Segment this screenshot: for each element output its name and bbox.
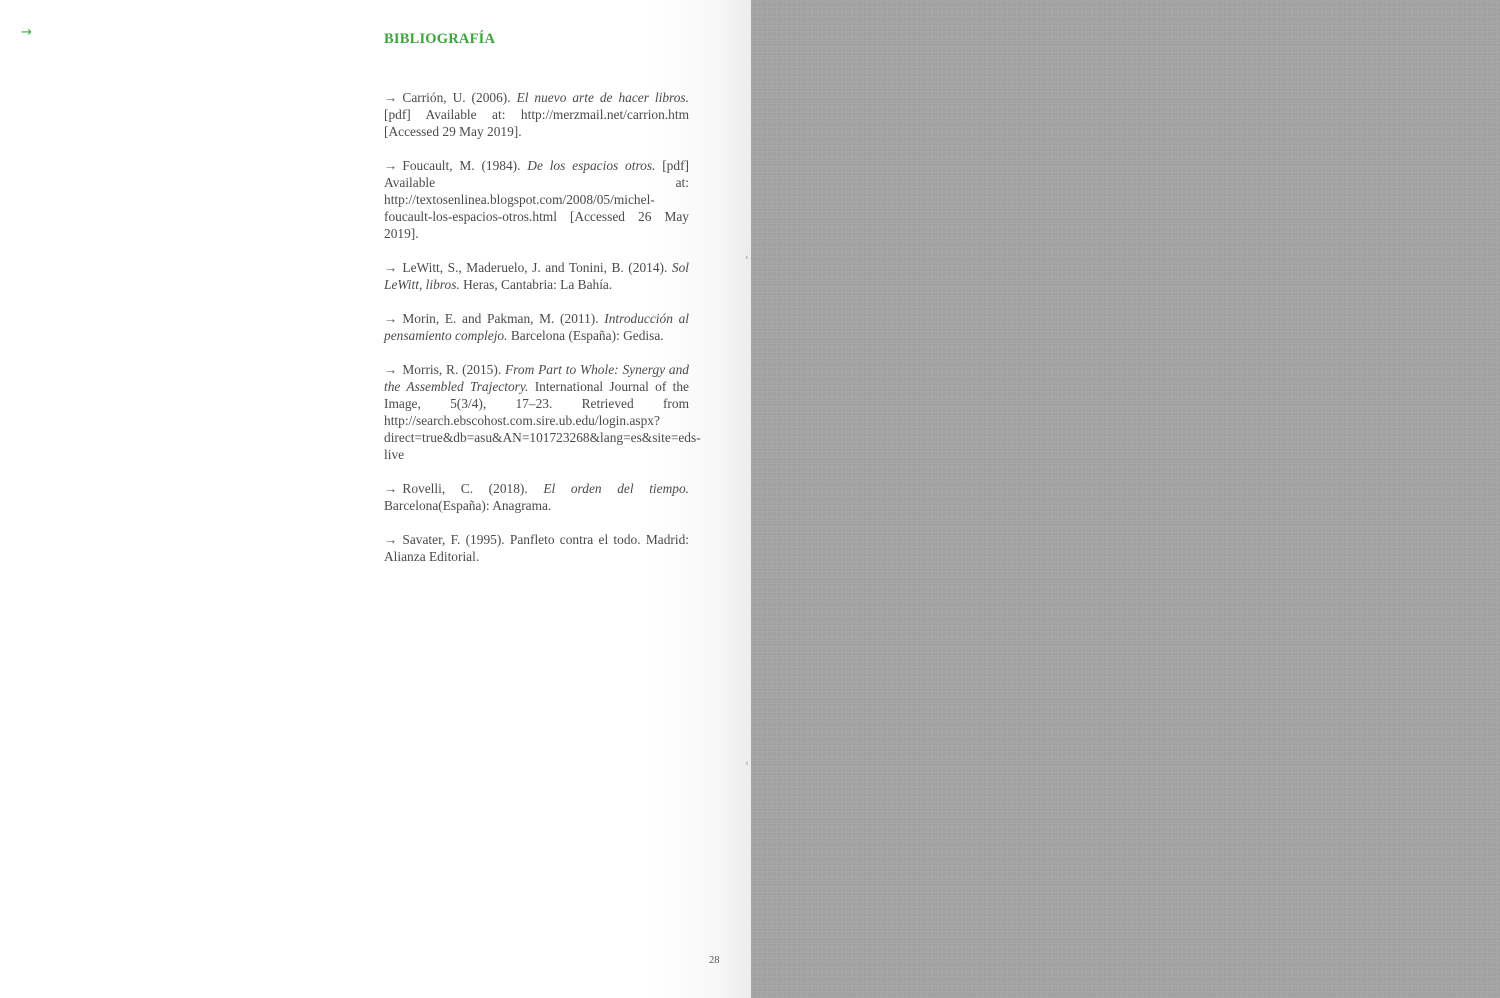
reference-details: [pdf] Available at: http://textosenlinea.blogspot.com/2008/05/michel-foucault-los-espacios-otros.html [Accessed 26 May 2019]. (384, 158, 689, 241)
gutter-notch-icon: ‹ (745, 759, 749, 769)
reference-details: Barcelona (España): Gedisa. (507, 328, 664, 343)
reference-details: Heras, Cantabria: La Bahía. (459, 277, 613, 292)
reference-authors: Rovelli, C. (2018). (402, 481, 544, 496)
reference-item (384, 310, 689, 344)
reference-details: [pdf] Available at: http://merzmail.net/carrion.htm [Accessed 29 May 2019]. (384, 107, 689, 139)
reference-item (384, 259, 689, 293)
reference-authors: Carrión, U. (2006). (402, 90, 517, 105)
gutter-notch-icon: ‹ (745, 253, 749, 263)
arrow-bullet-icon: → (384, 90, 398, 105)
reference-title: De los espacios otros. (527, 158, 656, 173)
reference-authors: Foucault, M. (1984). (402, 158, 528, 173)
reference-authors: Morris, R. (2015). (402, 362, 505, 377)
reference-title: Sol LeWitt, libros. (384, 260, 689, 292)
arrow-bullet-icon: → (384, 362, 398, 377)
reference-authors: Savater, F. (1995). Panfleto contra el todo. Madrid: Alianza Editorial. (384, 532, 689, 564)
reference-details: International Journal of the Image, 5(3/4), 17–23. Retrieved from http://search.ebscohost.com.sire.ub.edu/login.aspx?direct=true&db=asu&AN=101723268&lang=es&site=eds-live (384, 379, 701, 462)
arrow-right-icon[interactable]: → (21, 25, 32, 40)
reference-authors: Morin, E. and Pakman, M. (2011). (402, 311, 605, 326)
arrow-bullet-icon: → (384, 311, 398, 326)
reference-authors: LeWitt, S., Maderuelo, J. and Tonini, B. (2014). (402, 260, 672, 275)
reference-title: Introducción al pensamiento complejo. (384, 311, 689, 343)
reference-title: From Part to Whole: Synergy and the Assembled Trajectory. (384, 362, 689, 394)
reference-details: Barcelona(España): Anagrama. (384, 498, 552, 513)
page-number: 28 (709, 955, 720, 966)
arrow-bullet-icon: → (384, 260, 398, 275)
reference-item (384, 89, 689, 140)
reference-item (384, 480, 689, 514)
arrow-bullet-icon: → (384, 481, 398, 496)
right-page-blank (751, 0, 1500, 998)
reference-item (384, 361, 701, 463)
reference-item (384, 531, 689, 565)
bibliography-list (384, 89, 701, 582)
arrow-bullet-icon: → (384, 158, 398, 173)
section-title: BIBLIOGRAFÍA (384, 30, 496, 47)
reference-title: El orden del tiempo. (543, 481, 689, 496)
arrow-bullet-icon: → (384, 532, 398, 547)
reference-title: El nuevo arte de hacer libros. (516, 90, 689, 105)
reference-item (384, 157, 689, 242)
